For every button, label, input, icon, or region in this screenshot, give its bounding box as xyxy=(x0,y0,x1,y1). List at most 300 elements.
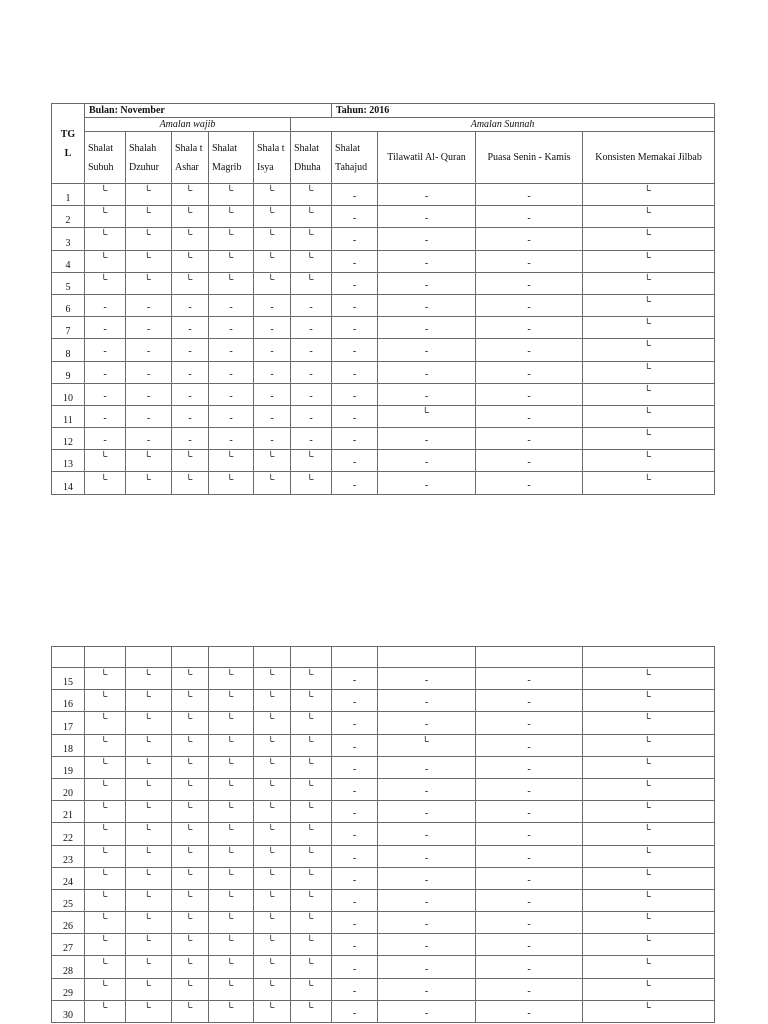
day-cell xyxy=(52,756,85,778)
check-mark: ـا xyxy=(308,228,314,238)
value-cell xyxy=(85,472,126,494)
value-cell xyxy=(126,383,172,405)
value-cell xyxy=(209,934,254,956)
check-mark: ـا xyxy=(228,184,234,194)
dash-mark: - xyxy=(352,412,357,424)
check-mark: ـا xyxy=(187,845,193,855)
value-cell xyxy=(476,272,583,294)
check-mark: ـا xyxy=(646,317,651,327)
table-row xyxy=(52,317,715,339)
value-cell xyxy=(172,317,209,339)
value-cell xyxy=(254,734,291,756)
value-cell xyxy=(172,184,209,206)
value-cell xyxy=(378,250,476,272)
check-mark: ـا xyxy=(308,756,314,766)
dash-mark: - xyxy=(424,213,429,225)
value-cell xyxy=(172,889,209,911)
check-mark: ـا xyxy=(146,912,151,922)
dash-mark: - xyxy=(424,719,429,731)
value-cell xyxy=(209,734,254,756)
value-cell xyxy=(209,756,254,778)
check-mark: ـا xyxy=(187,250,193,260)
check-mark: ـا xyxy=(228,801,234,811)
table-row xyxy=(52,450,715,472)
value-cell xyxy=(172,668,209,690)
value-cell xyxy=(332,317,378,339)
value-cell xyxy=(378,823,476,845)
value-cell xyxy=(254,450,291,472)
value-cell xyxy=(583,756,715,778)
value-cell xyxy=(209,690,254,712)
dash-mark: - xyxy=(352,919,357,931)
dash-mark: - xyxy=(527,257,531,269)
dash-mark: - xyxy=(527,852,531,864)
day-number: 15 xyxy=(63,677,73,689)
value-cell xyxy=(332,867,378,889)
check-mark: ـا xyxy=(269,801,275,811)
dash-mark: - xyxy=(527,919,531,931)
value-cell xyxy=(476,934,583,956)
day-number: 26 xyxy=(63,921,73,933)
dash-mark: - xyxy=(527,412,531,424)
value-cell xyxy=(172,428,209,450)
value-cell xyxy=(378,428,476,450)
check-mark: ـا xyxy=(146,889,151,899)
value-cell xyxy=(476,867,583,889)
column-header: Puasa Senin - Kamis xyxy=(476,132,583,184)
dash-mark: - xyxy=(527,985,531,997)
value-cell xyxy=(254,867,291,889)
table-row xyxy=(52,272,715,294)
value-cell xyxy=(254,428,291,450)
value-cell xyxy=(126,472,172,494)
value-cell xyxy=(291,756,332,778)
check-mark: ـا xyxy=(187,734,193,744)
table-row xyxy=(52,294,715,316)
value-cell xyxy=(291,690,332,712)
value-cell xyxy=(85,361,126,383)
check-mark: ـا xyxy=(269,184,275,194)
value-cell xyxy=(378,845,476,867)
day-cell xyxy=(52,712,85,734)
dash-mark: - xyxy=(527,675,531,687)
value-cell xyxy=(209,228,254,250)
dash-mark: - xyxy=(352,435,357,447)
check-mark: ـا xyxy=(269,823,275,833)
check-mark: ـا xyxy=(646,272,651,282)
dash-mark: - xyxy=(188,412,192,424)
check-mark: ـا xyxy=(646,934,651,944)
dash-mark: - xyxy=(424,302,429,314)
value-cell xyxy=(583,317,715,339)
dash-mark: - xyxy=(146,368,151,380)
value-cell xyxy=(126,845,172,867)
value-cell xyxy=(126,228,172,250)
check-mark: ـا xyxy=(146,756,151,766)
dash-mark: - xyxy=(424,963,429,975)
check-mark: ـا xyxy=(269,934,275,944)
check-mark: ـا xyxy=(187,690,193,700)
value-cell xyxy=(332,250,378,272)
check-mark: ـا xyxy=(228,450,234,460)
check-mark: ـا xyxy=(308,472,314,482)
day-cell xyxy=(52,450,85,472)
dash-mark: - xyxy=(527,941,531,953)
value-cell xyxy=(476,339,583,361)
value-cell xyxy=(476,889,583,911)
value-cell xyxy=(583,867,715,889)
dash-mark: - xyxy=(424,457,429,469)
check-mark: ـا xyxy=(646,250,651,260)
column-header: Tilawatil Al- Quran xyxy=(378,132,476,184)
dash-mark: - xyxy=(527,719,531,731)
check-mark: ـا xyxy=(102,956,108,966)
value-cell xyxy=(126,668,172,690)
check-mark: ـا xyxy=(646,956,651,966)
check-mark: ـا xyxy=(102,712,108,722)
check-mark: ـا xyxy=(646,912,651,922)
dash-mark: - xyxy=(527,786,531,798)
value-cell xyxy=(332,428,378,450)
value-cell xyxy=(209,272,254,294)
table-row xyxy=(52,472,715,494)
table-row xyxy=(52,206,715,228)
check-mark: ـا xyxy=(308,889,314,899)
day-number: 16 xyxy=(63,699,73,711)
value-cell xyxy=(126,801,172,823)
value-cell xyxy=(291,206,332,228)
value-cell xyxy=(583,978,715,1000)
dash-mark: - xyxy=(527,213,531,225)
day-number: 22 xyxy=(63,832,73,844)
check-mark: ـا xyxy=(102,228,108,238)
value-cell xyxy=(209,184,254,206)
check-mark: ـا xyxy=(228,690,234,700)
ibadah-log-table-part2 xyxy=(51,646,715,1023)
day-cell xyxy=(52,383,85,405)
value-cell xyxy=(583,361,715,383)
value-cell xyxy=(332,845,378,867)
value-cell xyxy=(378,934,476,956)
check-mark: ـا xyxy=(146,450,151,460)
day-cell xyxy=(52,734,85,756)
check-mark: ـا xyxy=(308,206,314,216)
check-mark: ـا xyxy=(102,184,108,194)
check-mark: ـا xyxy=(646,690,651,700)
dash-mark: - xyxy=(309,302,313,314)
check-mark: ـا xyxy=(187,779,193,789)
value-cell xyxy=(172,845,209,867)
day-number: 1 xyxy=(65,193,71,205)
value-cell xyxy=(583,405,715,427)
check-mark: ـا xyxy=(187,867,193,877)
dash-mark: - xyxy=(188,346,192,358)
table-row xyxy=(52,668,715,690)
check-mark: ـا xyxy=(308,801,314,811)
value-cell xyxy=(126,867,172,889)
value-cell xyxy=(291,317,332,339)
value-cell xyxy=(291,801,332,823)
value-cell xyxy=(254,690,291,712)
value-cell xyxy=(583,823,715,845)
day-cell xyxy=(52,823,85,845)
value-cell xyxy=(378,294,476,316)
dash-mark: - xyxy=(352,1007,357,1019)
value-cell xyxy=(291,450,332,472)
table-row xyxy=(52,956,715,978)
check-mark: ـا xyxy=(308,690,314,700)
check-mark: ـا xyxy=(102,450,108,460)
check-mark: ـا xyxy=(228,272,234,282)
value-cell xyxy=(378,228,476,250)
check-mark: ـا xyxy=(424,405,429,415)
value-cell xyxy=(476,383,583,405)
value-cell xyxy=(476,801,583,823)
check-mark: ـا xyxy=(646,779,651,789)
dash-mark: - xyxy=(424,830,429,842)
check-mark: ـا xyxy=(102,272,108,282)
day-cell xyxy=(52,317,85,339)
dash-mark: - xyxy=(527,324,531,336)
check-mark: ـا xyxy=(187,978,193,988)
column-header: Konsisten Memakai Jilbab xyxy=(583,132,715,184)
value-cell xyxy=(85,184,126,206)
value-cell xyxy=(172,912,209,934)
check-mark: ـا xyxy=(308,956,314,966)
value-cell xyxy=(291,294,332,316)
check-mark: ـا xyxy=(646,361,651,371)
dash-mark: - xyxy=(146,390,151,402)
day-cell xyxy=(52,1000,85,1022)
dash-mark: - xyxy=(352,741,357,753)
dash-mark: - xyxy=(103,346,107,358)
check-mark: ـا xyxy=(269,978,275,988)
value-cell xyxy=(291,250,332,272)
dash-mark: - xyxy=(352,941,357,953)
dash-mark: - xyxy=(270,368,274,380)
value-cell xyxy=(291,912,332,934)
dash-mark: - xyxy=(527,830,531,842)
value-cell xyxy=(583,734,715,756)
value-cell xyxy=(209,956,254,978)
check-mark: ـا xyxy=(308,1000,314,1010)
value-cell xyxy=(583,450,715,472)
check-mark: ـا xyxy=(646,867,651,877)
check-mark: ـا xyxy=(308,779,314,789)
check-mark: ـا xyxy=(146,184,151,194)
check-mark: ـا xyxy=(102,756,108,766)
value-cell xyxy=(332,184,378,206)
table-row xyxy=(52,889,715,911)
dash-mark: - xyxy=(270,412,274,424)
value-cell xyxy=(254,668,291,690)
value-cell xyxy=(291,889,332,911)
value-cell xyxy=(85,912,126,934)
dash-mark: - xyxy=(352,302,357,314)
value-cell xyxy=(332,712,378,734)
value-cell xyxy=(126,889,172,911)
table-row xyxy=(52,778,715,800)
dash-mark: - xyxy=(103,302,107,314)
check-mark: ـا xyxy=(102,823,108,833)
dash-mark: - xyxy=(188,324,192,336)
check-mark: ـا xyxy=(146,690,151,700)
column-header: Shalah Dzuhur xyxy=(126,132,172,184)
check-mark: ـا xyxy=(187,450,193,460)
check-mark: ـا xyxy=(646,295,651,305)
day-number: 6 xyxy=(65,304,71,316)
value-cell xyxy=(254,383,291,405)
dash-mark: - xyxy=(527,191,531,203)
check-mark: ـا xyxy=(228,867,234,877)
value-cell xyxy=(332,956,378,978)
value-cell xyxy=(583,472,715,494)
dash-mark: - xyxy=(352,896,357,908)
value-cell xyxy=(209,867,254,889)
value-cell xyxy=(378,450,476,472)
value-cell xyxy=(332,472,378,494)
value-cell xyxy=(378,472,476,494)
value-cell xyxy=(126,956,172,978)
value-cell xyxy=(85,383,126,405)
dash-mark: - xyxy=(270,390,274,402)
value-cell xyxy=(476,845,583,867)
value-cell xyxy=(85,317,126,339)
dash-mark: - xyxy=(146,302,151,314)
table-row xyxy=(52,912,715,934)
day-number: 5 xyxy=(65,281,71,293)
check-mark: ـا xyxy=(187,756,193,766)
check-mark: ـا xyxy=(269,845,275,855)
table-row xyxy=(52,228,715,250)
value-cell xyxy=(172,450,209,472)
dash-mark: - xyxy=(527,435,531,447)
value-cell xyxy=(378,206,476,228)
day-cell xyxy=(52,184,85,206)
check-mark: ـا xyxy=(308,823,314,833)
value-cell xyxy=(172,405,209,427)
dash-mark: - xyxy=(309,324,313,336)
value-cell xyxy=(126,712,172,734)
blank-header-row xyxy=(52,647,715,668)
value-cell xyxy=(254,250,291,272)
day-number: 2 xyxy=(65,215,71,227)
table-row xyxy=(52,823,715,845)
value-cell xyxy=(85,206,126,228)
check-mark: ـا xyxy=(187,228,193,238)
dash-mark: - xyxy=(352,763,357,775)
value-cell xyxy=(85,1000,126,1022)
value-cell xyxy=(291,668,332,690)
value-cell xyxy=(172,294,209,316)
value-cell xyxy=(332,934,378,956)
tahun-label: Tahun: 2016 xyxy=(332,104,715,118)
value-cell xyxy=(172,778,209,800)
dash-mark: - xyxy=(229,412,233,424)
check-mark: ـا xyxy=(269,779,275,789)
table-row xyxy=(52,250,715,272)
value-cell xyxy=(378,405,476,427)
day-cell xyxy=(52,428,85,450)
value-cell xyxy=(172,978,209,1000)
value-cell xyxy=(291,845,332,867)
day-cell xyxy=(52,934,85,956)
dash-mark: - xyxy=(188,368,192,380)
value-cell xyxy=(378,801,476,823)
dash-mark: - xyxy=(424,896,429,908)
check-mark: ـا xyxy=(269,1000,275,1010)
value-cell xyxy=(254,184,291,206)
value-cell xyxy=(332,734,378,756)
value-cell xyxy=(291,978,332,1000)
value-cell xyxy=(126,317,172,339)
dash-mark: - xyxy=(424,346,429,358)
check-mark: ـا xyxy=(308,867,314,877)
dash-mark: - xyxy=(229,390,233,402)
value-cell xyxy=(476,361,583,383)
dash-mark: - xyxy=(229,324,233,336)
check-mark: ـا xyxy=(269,668,275,678)
value-cell xyxy=(172,801,209,823)
day-number: 24 xyxy=(63,876,73,888)
check-mark: ـا xyxy=(269,956,275,966)
value-cell xyxy=(583,228,715,250)
value-cell xyxy=(126,934,172,956)
ibadah-log-table-part1 xyxy=(51,103,715,495)
dash-mark: - xyxy=(424,191,429,203)
check-mark: ـا xyxy=(146,956,151,966)
value-cell xyxy=(583,383,715,405)
dash-mark: - xyxy=(527,763,531,775)
value-cell xyxy=(378,184,476,206)
value-cell xyxy=(209,317,254,339)
check-mark: ـا xyxy=(646,801,651,811)
day-cell xyxy=(52,472,85,494)
check-mark: ـا xyxy=(228,956,234,966)
check-mark: ـا xyxy=(646,184,651,194)
check-mark: ـا xyxy=(146,779,151,789)
value-cell xyxy=(254,978,291,1000)
value-cell xyxy=(85,294,126,316)
check-mark: ـا xyxy=(187,184,193,194)
check-mark: ـا xyxy=(228,250,234,260)
day-number: 23 xyxy=(63,854,73,866)
value-cell xyxy=(209,361,254,383)
check-mark: ـا xyxy=(102,1000,108,1010)
value-cell xyxy=(172,712,209,734)
value-cell xyxy=(209,339,254,361)
value-cell xyxy=(378,978,476,1000)
value-cell xyxy=(85,228,126,250)
value-cell xyxy=(254,934,291,956)
value-cell xyxy=(254,405,291,427)
value-cell xyxy=(476,450,583,472)
dash-mark: - xyxy=(229,368,233,380)
value-cell xyxy=(332,405,378,427)
check-mark: ـا xyxy=(146,823,151,833)
value-cell xyxy=(85,405,126,427)
day-number: 9 xyxy=(65,370,71,382)
value-cell xyxy=(583,206,715,228)
dash-mark: - xyxy=(424,675,429,687)
value-cell xyxy=(254,361,291,383)
column-header: Shalat Tahajud xyxy=(332,132,378,184)
check-mark: ـا xyxy=(646,405,651,415)
value-cell xyxy=(85,668,126,690)
value-cell xyxy=(332,756,378,778)
value-cell xyxy=(126,361,172,383)
check-mark: ـا xyxy=(646,734,651,744)
